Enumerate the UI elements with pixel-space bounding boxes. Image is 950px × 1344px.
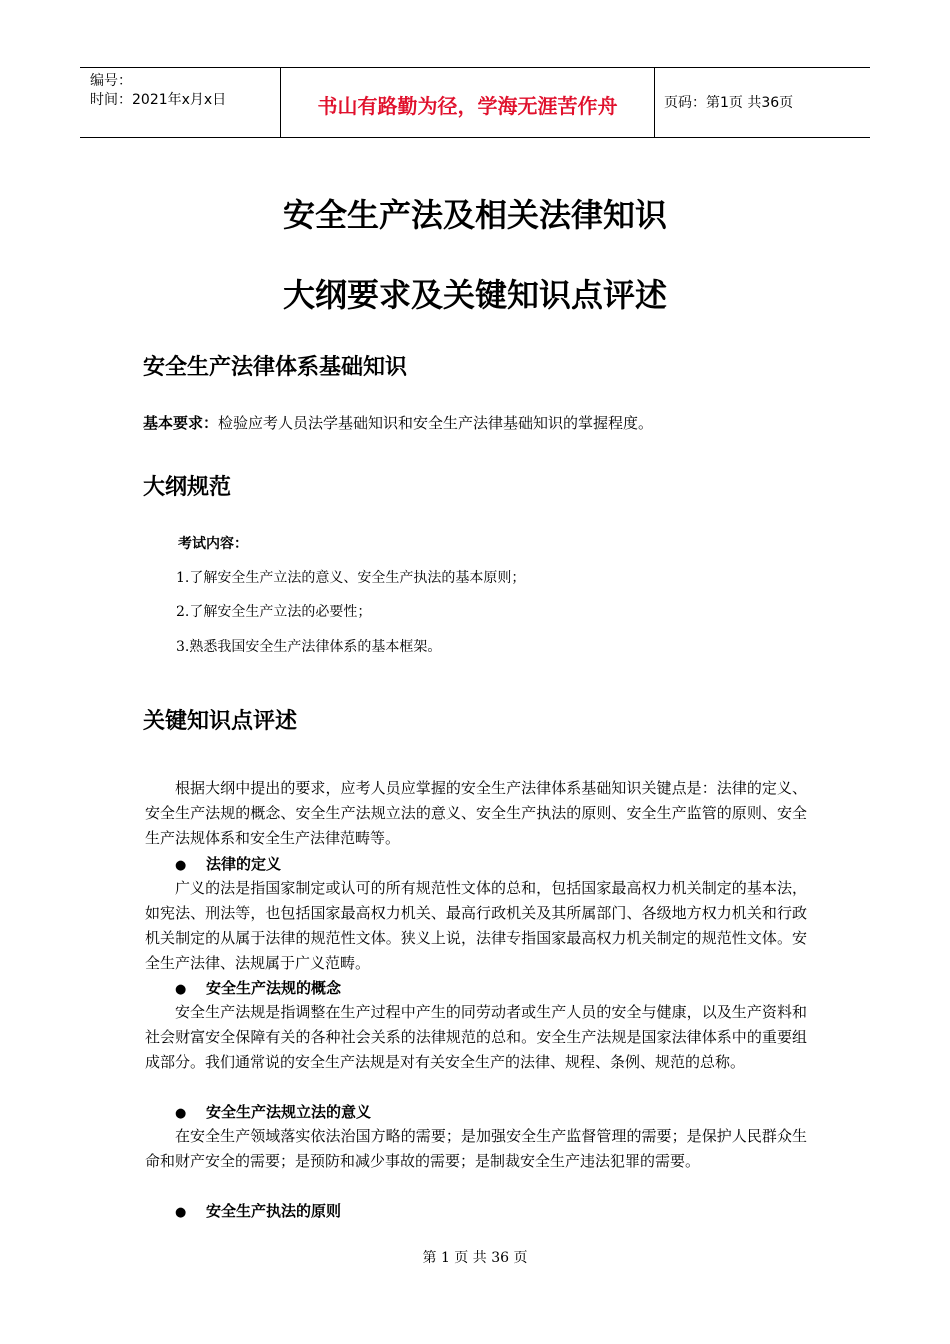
- exam-item: 3.熟悉我国安全生产法律体系的基本框架。: [176, 639, 442, 655]
- point-title: 安全生产法规的概念: [206, 979, 342, 997]
- title-line-2: 大纲要求及关键知识点评述: [282, 276, 667, 314]
- exam-item: 2.了解安全生产立法的必要性；: [176, 604, 372, 620]
- intro-paragraph: 根据大纲中提出的要求，应考人员应掌握的安全生产法律体系基础知识关键点是：法律的定义、安全生产法规的概念、安全生产法规立法的意义、安全生产执法的原则、安全生产监管的原则、安全生产法规体系和安全生产法律范畴等。: [145, 779, 807, 847]
- section-heading: 安全生产法律体系基础知识: [143, 355, 408, 380]
- point-heading: [175, 853, 281, 874]
- motto: 书山有路勤为径，学海无涯苦作舟: [317, 94, 618, 118]
- key-points-heading: 关键知识点评述: [143, 709, 298, 734]
- point-title: 法律的定义: [206, 855, 282, 873]
- basic-requirement: [143, 412, 653, 433]
- exam-item: 1.了解安全生产立法的意义、安全生产执法的基本原则；: [176, 570, 526, 586]
- point-paragraph: 在安全生产领域落实依法治国方略的需要；是加强安全生产监督管理的需要；是保护人民群众生命和财产安全的需要；是预防和减少事故的需要；是制裁安全生产违法犯罪的需要。: [145, 1127, 807, 1170]
- exam-label: 考试内容：: [178, 536, 248, 552]
- point-title: 安全生产执法的原则: [206, 1202, 342, 1220]
- point-paragraph: 安全生产法规是指调整在生产过程中产生的同劳动者或生产人员的安全与健康，以及生产资料和社会财富安全保障有关的各种社会关系的法律规范的总和。安全生产法规是国家法律体系中的重要组成部分。我们通常说的安全生产法规是对有关安全生产的法律、规程、条例、规范的总称。: [145, 1003, 807, 1071]
- basic-requirement-label: 基本要求：: [143, 414, 219, 432]
- bullet-icon: ●: [175, 1205, 187, 1220]
- header-motto-cell: [280, 68, 655, 137]
- point-title: 安全生产法规立法的意义: [206, 1103, 372, 1121]
- page-footer: 第 1 页 共 36 页: [422, 1250, 528, 1266]
- bullet-icon: ●: [175, 982, 187, 997]
- point-heading: [175, 977, 341, 998]
- outline-heading: 大纲规范: [143, 475, 232, 500]
- header-page-cell: [654, 68, 870, 137]
- number-label: 编号：: [90, 73, 132, 89]
- title-line-1: 安全生产法及相关法律知识: [282, 196, 667, 234]
- page-label: 页码：第1页 共36页: [664, 95, 794, 111]
- point-paragraph: 广义的法是指国家制定或认可的所有规范性文体的总和，包括国家最高权力机关制定的基本法，如宪法、刑法等，也包括国家最高权力机关、最高行政机关及其所属部门、各级地方权力机关和行政机关制定的从属于法律的规范性文体。狭义上说，法律专指国家最高权力机关制定的规范性文体。安全生产法律、法规属于广义范畴。: [145, 879, 807, 972]
- point-heading: [175, 1200, 341, 1221]
- point-heading: [175, 1101, 371, 1122]
- time-label: 时间：2021年x月x日: [90, 92, 227, 108]
- bullet-icon: ●: [175, 1106, 187, 1121]
- header-info-cell: [80, 68, 280, 137]
- bullet-icon: ●: [175, 858, 187, 873]
- basic-requirement-text: 检验应考人员法学基础知识和安全生产法律基础知识的掌握程度。: [218, 414, 654, 432]
- header-table: [80, 67, 870, 138]
